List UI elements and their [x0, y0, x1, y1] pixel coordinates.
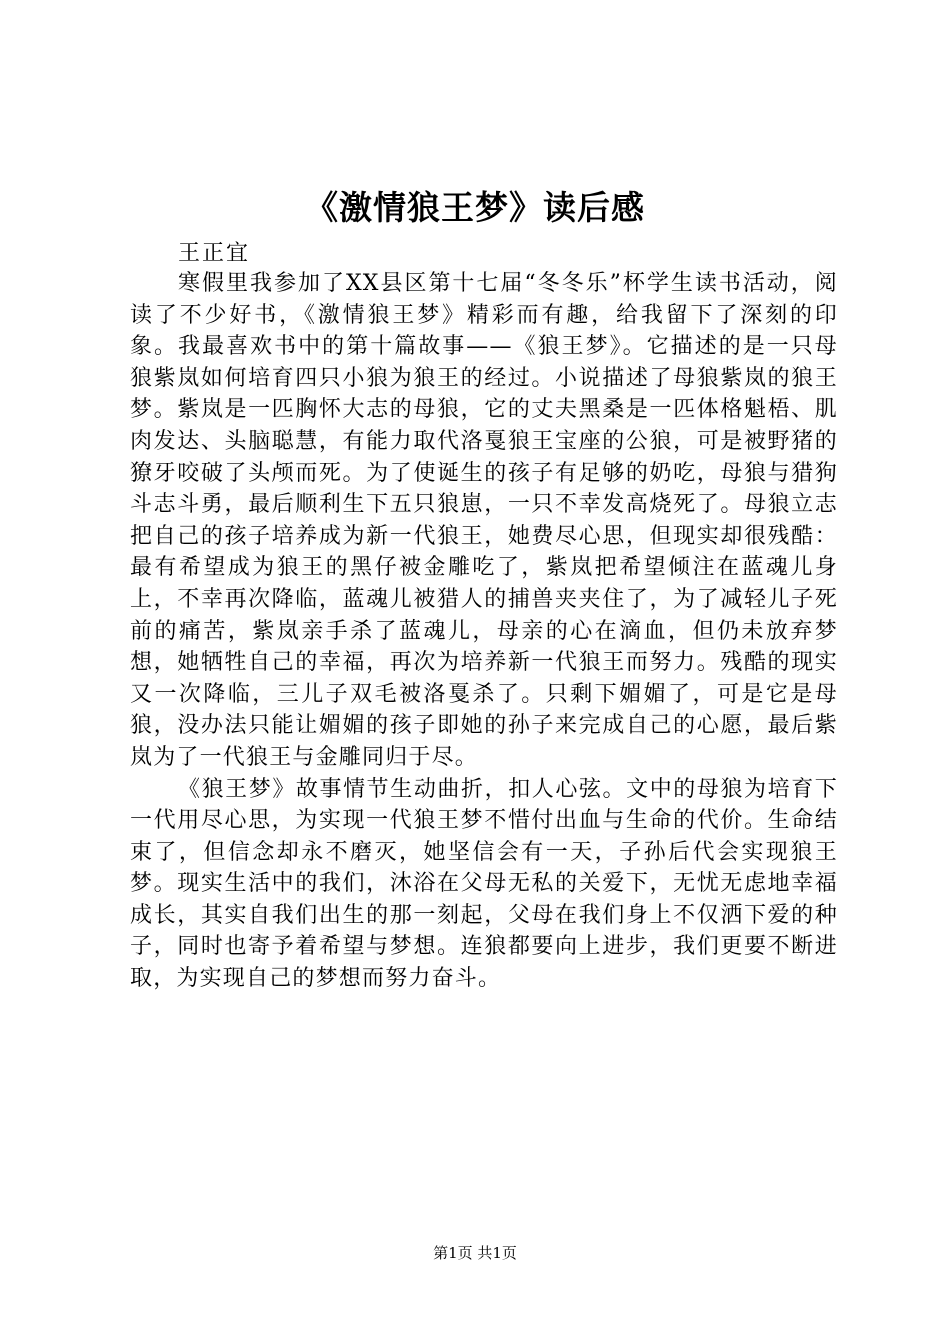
article-body — [130, 268, 838, 995]
page-footer: 第1页 共1页 — [433, 1244, 517, 1262]
page-title: 《激情狼王梦》读后感 — [305, 188, 645, 227]
paragraph-2: 《狼王梦》故事情节生动曲折，扣人心弦。文中的母狼为培育下一代用尽心思，为实现一代狼王梦不惜付出血与生命的代价。生命结束了，但信念却永不磨灭，她坚信会有一天，子孙后代会实现狼王梦。现实生活中的我们，沐浴在父母无私的关爱下，无忧无虑地幸福成长，其实自我们出生的那一刻起，父母在我们身上不仅洒下爱的种子，同时也寄予着希望与梦想。连狼都要向上进步，我们更要不断进取，为实现自己的梦想而努力奋斗。 — [130, 776, 838, 992]
paragraph-1: 寒假里我参加了XX县区第十七届“冬冬乐”杯学生读书活动，阅读了不少好书，《激情狼王梦》精彩而有趣，给我留下了深刻的印象。我最喜欢书中的第十篇故事——《狼王梦》。它描述的是一只母狼紫岚如何培育四只小狼为狼王的经过。小说描述了母狼紫岚的狼王梦。紫岚是一匹胸怀大志的母狼，它的丈夫黑桑是一匹体格魁梧、肌肉发达、头脑聪慧，有能力取代洛戛狼王宝座的公狼，可是被野猪的獠牙咬破了头颅而死。为了使诞生的孩子有足够的奶吃，母狼与猎狗斗志斗勇，最后顺利生下五只狼崽，一只不幸发高烧死了。母狼立志把自己的孩子培养成为新一代狼王，她费尽心思，但现实却很残酷：最有希望成为狼王的黑仔被金雕吃了，紫岚把希望倾注在蓝魂儿身上，不幸再次降临，蓝魂儿被猎人的捕兽夹夹住了，为了减轻儿子死前的痛苦，紫岚亲手杀了蓝魂儿，母亲的心在滴血，但仍未放弃梦想，她牺牲自己的幸福，再次为培养新一代狼王而努力。残酷的现实又一次降临，三儿子双毛被洛戛杀了。只剩下媚媚了，可是它是母狼，没办法只能让媚媚的孩子即她的孙子来完成自己的心愿，最后紫岚为了一代狼王与金雕同归于尽。 — [130, 271, 838, 770]
author-name: 王正宜 — [178, 241, 251, 266]
